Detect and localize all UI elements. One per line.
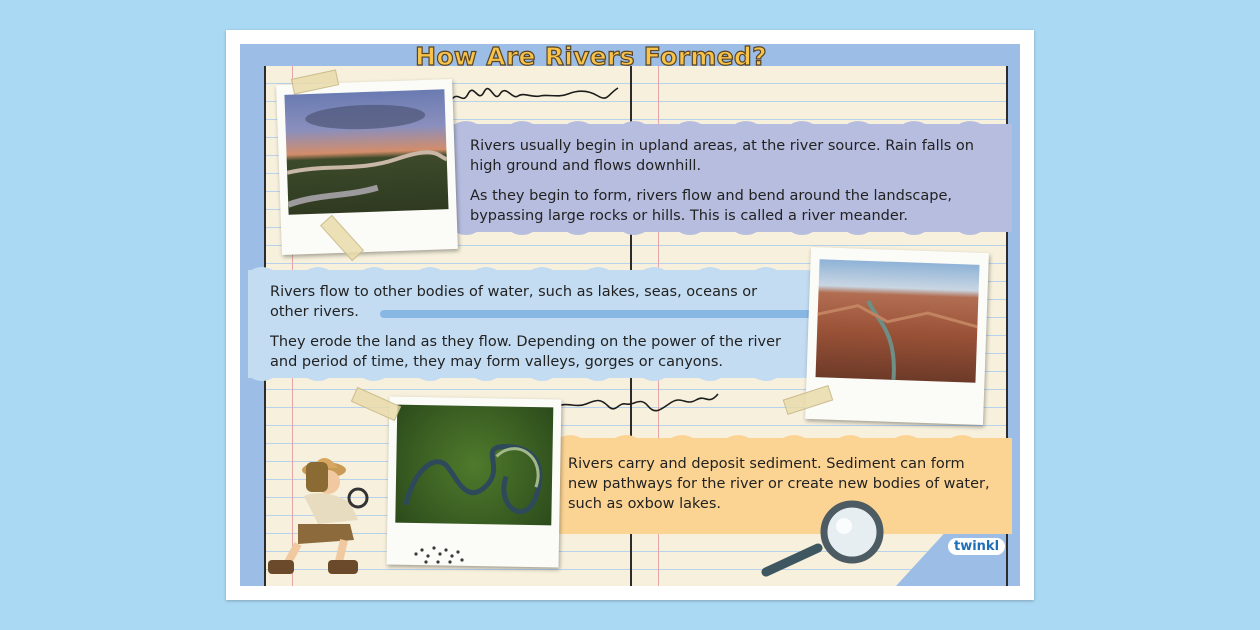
magnifying-glass-icon — [756, 498, 906, 582]
highlight-stroke — [380, 310, 814, 318]
wavy-edge — [248, 262, 818, 272]
text-band-erosion — [248, 270, 818, 378]
paragraph-river-meander: As they begin to form, rivers flow and bend around the landscape, bypassing large rocks or hills. This is called a river meander. — [470, 188, 952, 224]
wavy-edge — [452, 230, 1012, 240]
photo-image — [395, 405, 553, 526]
photo-image — [284, 89, 448, 215]
page-title: How Are Rivers Formed? — [415, 42, 767, 71]
wavy-edge — [248, 376, 818, 386]
wavy-edge — [556, 430, 1012, 440]
paragraph-river-source: Rivers usually begin in upland areas, at the river source. Rain falls on high ground and flows downhill. — [470, 138, 974, 174]
canyon-illustration — [816, 259, 980, 383]
wavy-edge — [452, 116, 1012, 126]
photo-image — [816, 259, 980, 383]
paragraph-sediment: Rivers carry and deposit sediment. Sediment can form new pathways for the river or create new bodies of water, such as oxbow lakes. — [568, 456, 990, 512]
text-band-source — [452, 124, 1012, 232]
sediment-dots — [410, 540, 470, 568]
river-illustration — [284, 89, 448, 215]
scribble-decoration — [448, 84, 620, 110]
twinkl-logo: twinkl — [948, 538, 1005, 555]
paragraph-river-destinations: Rivers flow to other bodies of water, such as lakes, seas, oceans or other rivers. — [270, 284, 758, 320]
scribble-decoration — [556, 392, 720, 416]
explorer-character-icon — [258, 440, 418, 580]
photo-sunset-river — [276, 79, 458, 255]
paragraph-river-erosion: They erode the land as they flow. Depending on the power of the river and period of time, they may form valleys, gorges or canyons. — [270, 334, 782, 370]
meander-illustration — [395, 405, 553, 526]
